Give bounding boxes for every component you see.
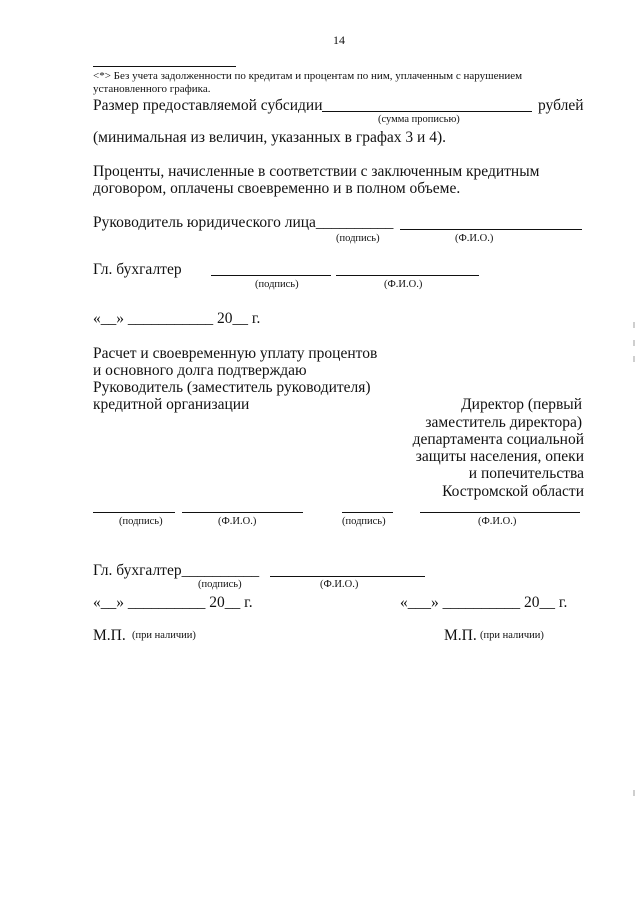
bank-line-2: и основного долга подтверждаю: [93, 362, 307, 379]
scan-mark: [633, 340, 635, 346]
scan-mark: [633, 356, 635, 362]
director-line-3: департамента социальной: [412, 431, 584, 448]
head-sign-caption: (подпись): [336, 233, 380, 244]
director-sign-line: [342, 512, 393, 513]
bank-sign-caption: (подпись): [119, 516, 163, 527]
stamp-left-note: (при наличии): [132, 630, 196, 641]
footnote-line-2: установленного графика.: [93, 83, 211, 95]
accountant-1-name-caption: (Ф.И.О.): [384, 279, 423, 290]
bank-line-1: Расчет и своевременную уплату процентов: [93, 345, 378, 362]
interest-statement-line-2: договором, оплачены своевременно и в полном объеме.: [93, 180, 461, 197]
head-name-line: [400, 229, 582, 230]
accountant-2-sign-caption: (подпись): [198, 579, 242, 590]
bank-name-caption: (Ф.И.О.): [218, 516, 257, 527]
accountant-1-name-line: [336, 275, 479, 276]
stamp-left-mp: М.П.: [93, 627, 126, 644]
bank-sign-line: [93, 512, 175, 513]
footnote-line-1: <*> Без учета задолженности по кредитам и процентам по ним, уплаченным с нарушением: [93, 70, 523, 82]
subsidy-unit: рублей: [538, 97, 584, 114]
head-signature-label: Руководитель юридического лица__________: [93, 214, 394, 231]
scan-mark: [633, 322, 635, 328]
date-1: «__» ___________ 20__ г.: [93, 310, 261, 327]
scan-mark: [633, 790, 635, 796]
stamp-right-mp: М.П.: [444, 627, 477, 644]
accountant-1-sign-caption: (подпись): [255, 279, 299, 290]
director-line-6: Костромской области: [442, 483, 584, 500]
accountant-1-sign-line: [211, 275, 331, 276]
interest-statement-line-1: Проценты, начисленные в соответствии с заключенным кредитным: [93, 163, 540, 180]
accountant-2-name-line: [270, 576, 425, 577]
date-3: «___» __________ 20__ г.: [400, 594, 568, 611]
page-number: 14: [333, 33, 345, 47]
subsidy-amount-line: [322, 111, 532, 112]
director-line-2: заместитель директора): [425, 414, 582, 431]
bank-line-3: Руководитель (заместитель руководителя): [93, 379, 371, 396]
director-line-1: Директор (первый: [461, 396, 582, 413]
subsidy-caption: (сумма прописью): [378, 114, 460, 125]
stamp-right-note: (при наличии): [480, 630, 544, 641]
bank-name-line: [182, 512, 303, 513]
director-line-5: и попечительства: [468, 465, 584, 482]
head-name-caption: (Ф.И.О.): [455, 233, 494, 244]
director-name-line: [420, 512, 580, 513]
accountant-2-label: Гл. бухгалтер__________: [93, 562, 260, 579]
subsidy-note: (минимальная из величин, указанных в графах 3 и 4).: [93, 129, 446, 146]
director-line-4: защиты населения, опеки: [415, 448, 584, 465]
director-sign-caption: (подпись): [342, 516, 386, 527]
footnote-separator: [93, 66, 236, 67]
accountant-1-label: Гл. бухгалтер: [93, 261, 182, 278]
director-name-caption: (Ф.И.О.): [478, 516, 517, 527]
subsidy-label: Размер предоставляемой субсидии: [93, 97, 323, 114]
bank-line-4: кредитной организации: [93, 396, 250, 413]
accountant-2-name-caption: (Ф.И.О.): [320, 579, 359, 590]
date-2: «__» __________ 20__ г.: [93, 594, 253, 611]
